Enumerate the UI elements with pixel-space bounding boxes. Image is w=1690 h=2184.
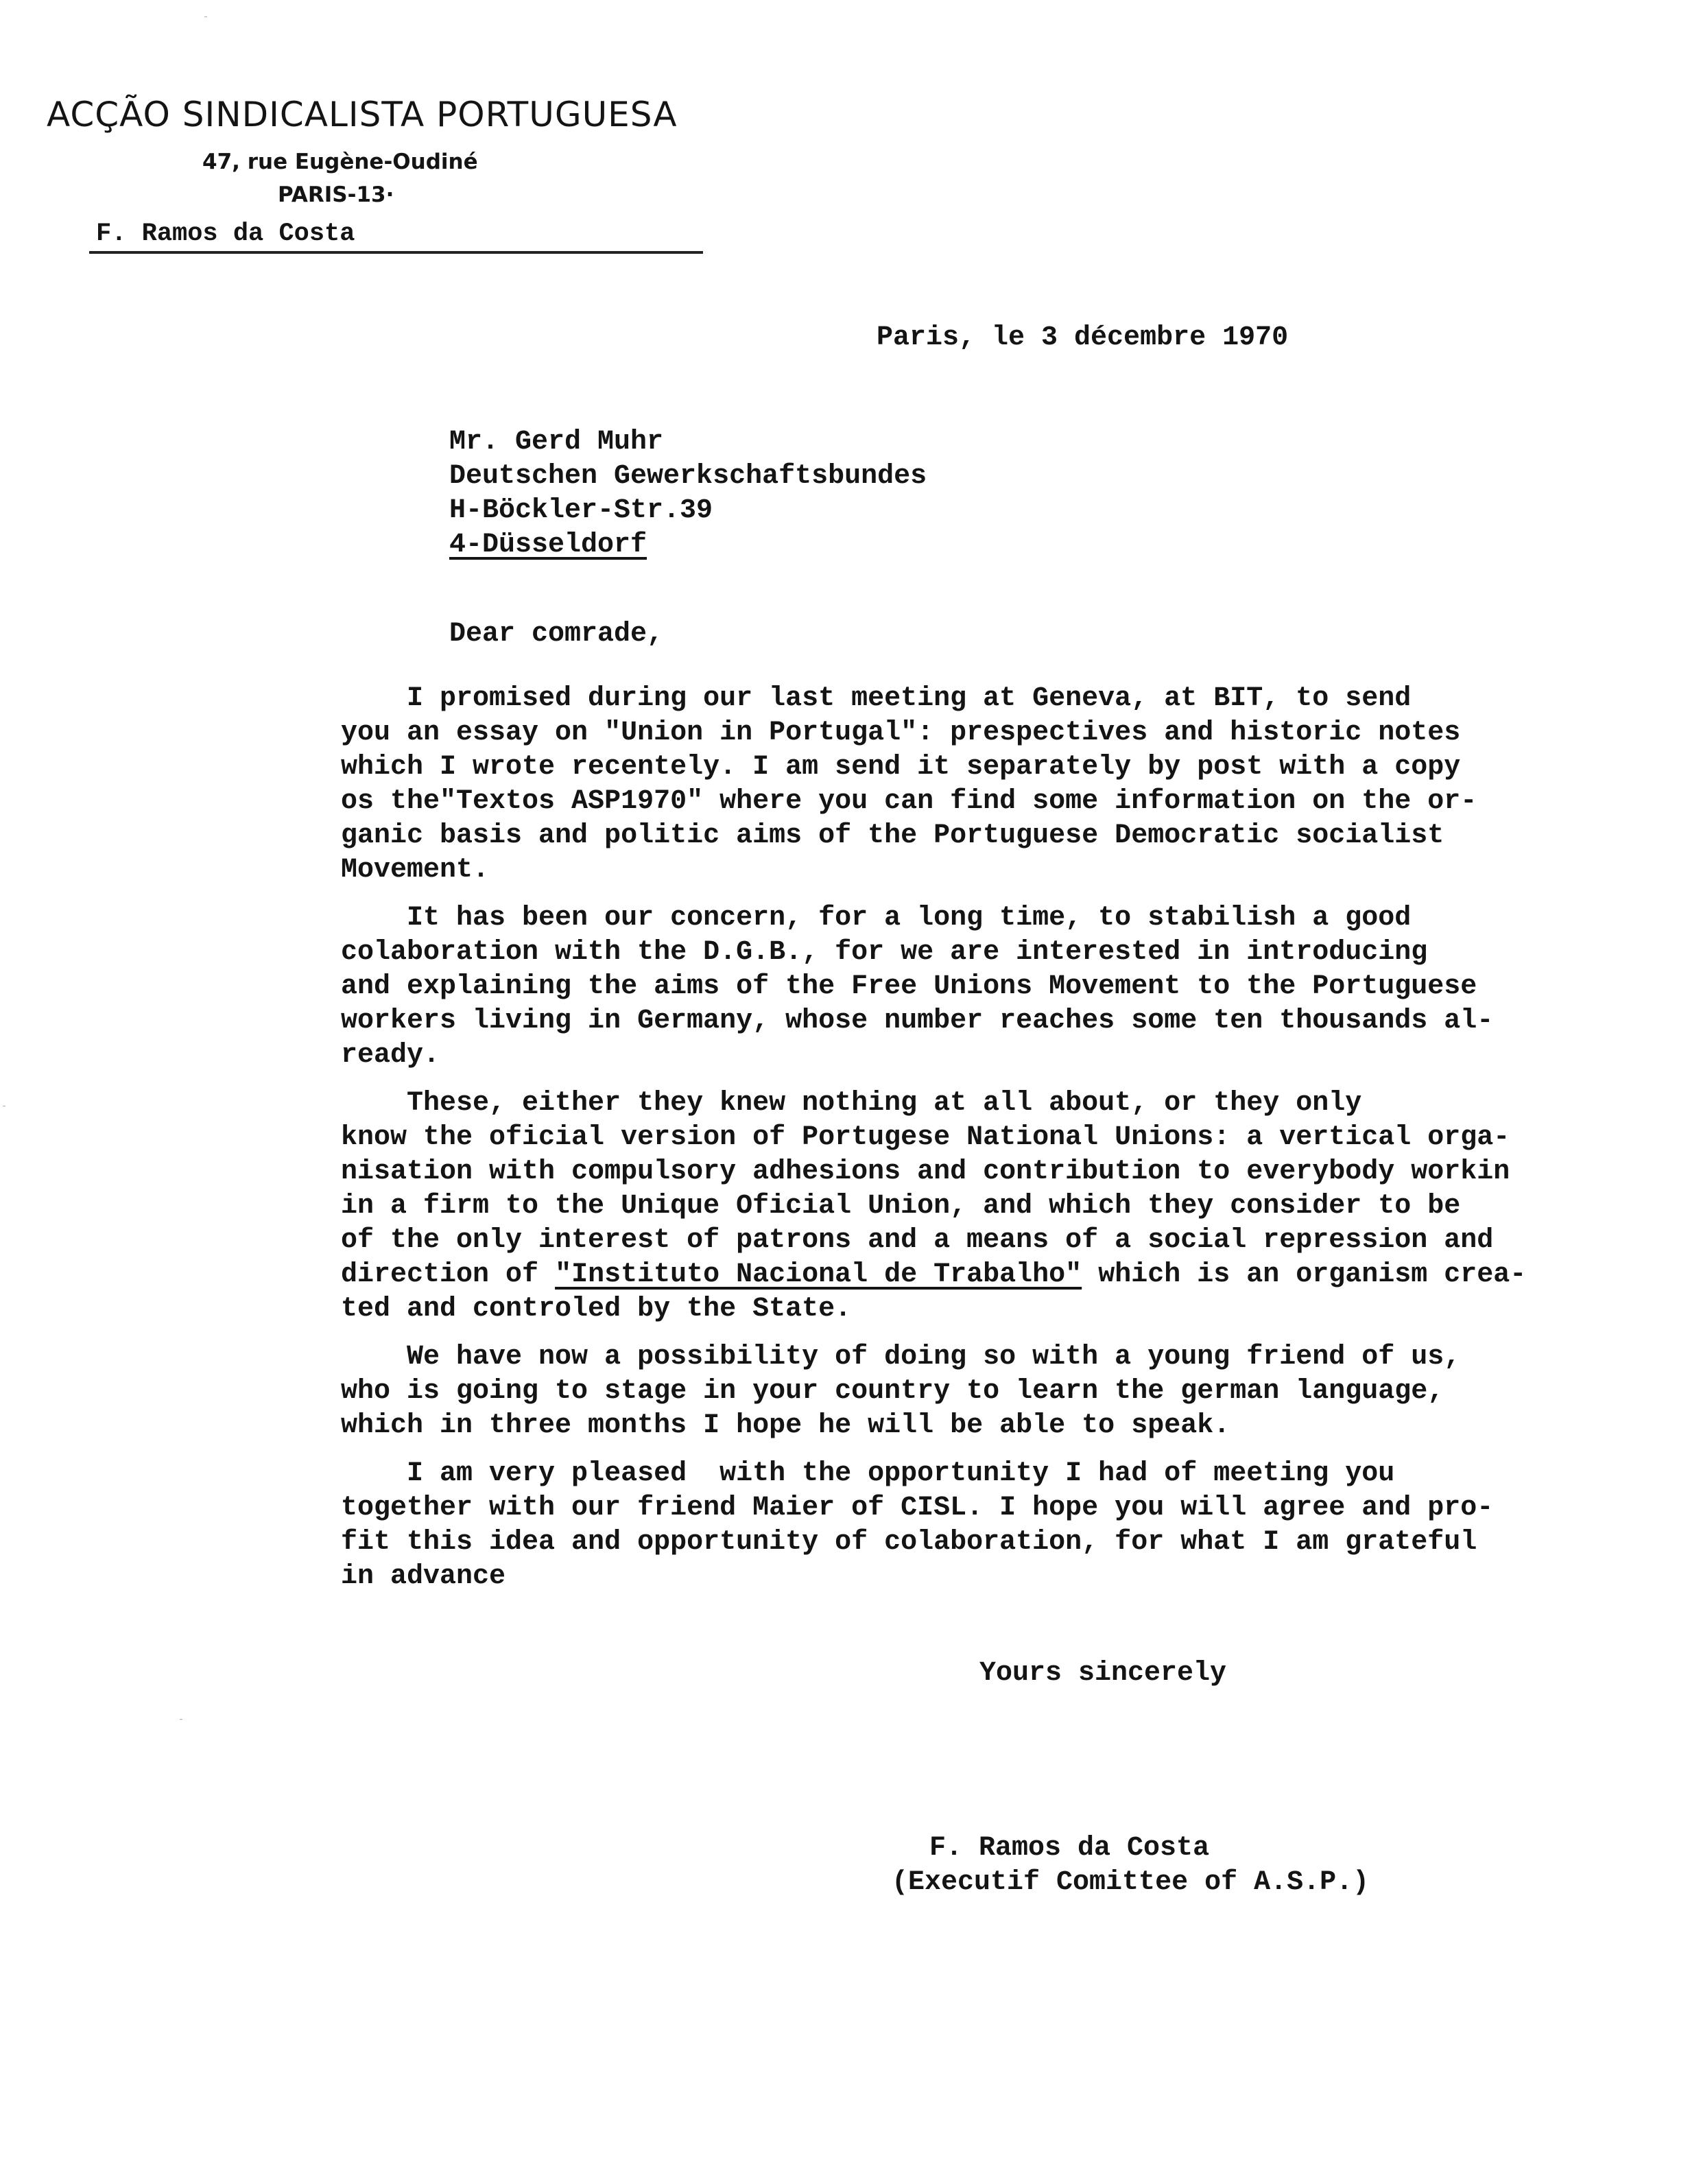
body-line: ganic basis and politic aims of the Portuguese Democratic socialist [341,820,1444,851]
letterhead-sender: F. Ramos da Costa [96,219,355,248]
body-text-segment: which is an organism crea- [1082,1259,1527,1290]
body-line: os the"Textos ASP1970" where you can find some information on the or- [341,786,1477,817]
body-line: Movement. [341,855,490,886]
body-line: ready. [341,1040,440,1071]
body-line: together with our friend Maier of CISL. I hope you will agree and pro- [341,1493,1494,1523]
paragraph-5 [341,1457,1526,1594]
body-line: in advance [341,1561,506,1592]
scan-speck [204,16,207,17]
letterhead-city: PARIS-13· [278,182,394,207]
body-line: nisation with compulsory adhesions and contribution to everybody workin [341,1156,1510,1187]
letter-body [341,682,1526,1594]
body-line: which in three months I hope he will be able to speak. [341,1410,1230,1441]
recipient-name: Mr. Gerd Muhr [449,427,664,458]
closing: Yours sincerely [979,1658,1227,1689]
recipient-organization: Deutschen Gewerkschaftsbundes [449,461,927,492]
letterhead-rule [89,251,703,254]
body-line: fit this idea and opportunity of colaboration, for what I am grateful [341,1527,1477,1558]
paragraph-2 [341,901,1526,1073]
letter-date: Paris, le 3 décembre 1970 [877,322,1289,353]
recipient-block [449,425,927,562]
paragraph-4 [341,1340,1526,1443]
body-line: you an essay on "Union in Portugal": prespectives and historic notes [341,717,1461,748]
salutation: Dear comrade, [449,619,664,650]
paragraph-1 [341,682,1526,888]
letterhead-street: 47, rue Eugène-Oudiné [202,150,478,174]
body-line: know the oficial version of Portugese National Unions: a vertical orga- [341,1122,1510,1153]
recipient-city: 4-Düsseldorf [449,530,647,560]
body-text-segment: direction of [341,1259,556,1290]
body-line [341,1258,1526,1292]
signature-title: (Executif Comittee of A.S.P.) [892,1867,1370,1898]
scan-speck [180,1719,182,1720]
body-line: who is going to stage in your country to learn the german language, [341,1376,1444,1407]
underlined-institution: "Instituto Nacional de Trabalho" [555,1259,1082,1290]
body-line: I am very pleased with the opportunity I had of meeting you [341,1458,1395,1489]
body-line: It has been our concern, for a long time, to stabilish a good [341,903,1412,934]
body-line: of the only interest of patrons and a means of a social repression and [341,1225,1494,1256]
paragraph-3 [341,1087,1526,1327]
signature-name: F. Ramos da Costa [929,1833,1210,1864]
recipient-street: H-Böckler-Str.39 [449,495,713,526]
body-line: in a firm to the Unique Oficial Union, and which they consider to be [341,1191,1461,1222]
body-line: I promised during our last meeting at Geneva, at BIT, to send [341,683,1412,714]
body-line: We have now a possibility of doing so with a young friend of us, [341,1342,1461,1373]
body-line: ted and controled by the State. [341,1294,852,1325]
body-line: which I wrote recentely. I am send it separately by post with a copy [341,752,1461,783]
body-line: These, either they knew nothing at all about, or they only [341,1088,1362,1119]
body-line: workers living in Germany, whose number reaches some ten thousands al- [341,1006,1494,1036]
body-line: colaboration with the D.G.B., for we are interested in introducing [341,937,1428,968]
letterhead-organization: ACÇÃO SINDICALISTA PORTUGUESA [47,95,678,134]
body-line: and explaining the aims of the Free Unions Movement to the Portuguese [341,971,1477,1002]
